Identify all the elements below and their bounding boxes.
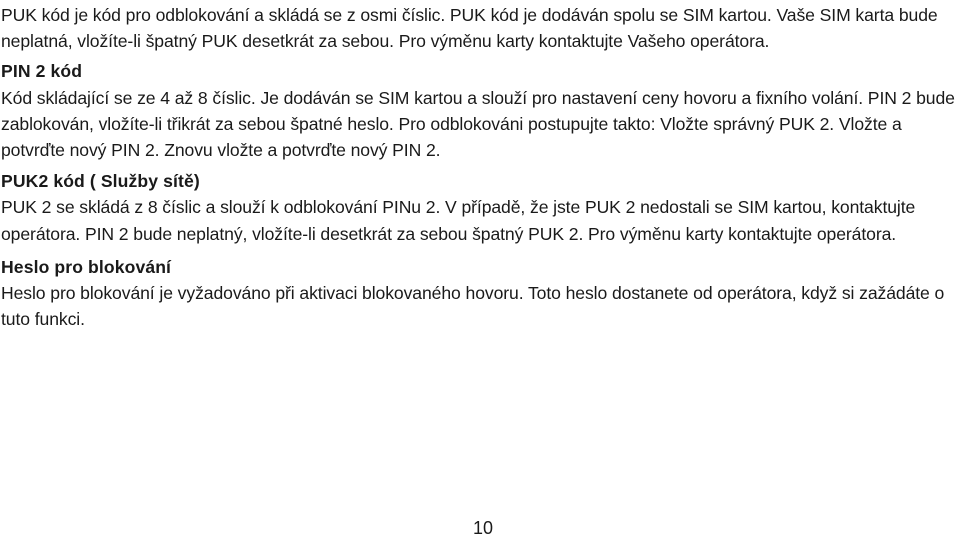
pin2-paragraph: Kód skládající se ze 4 až 8 číslic. Je dodáván se SIM kartou a slouží pro nastavení ceny hovoru a fixního volání. PIN 2 bude zablokován, vložíte-li třikrát za sebou špatné heslo. Pro odblokováni postupujte takto: Vložte správný PUK 2. Vložte a potvrďte nový PIN 2. Znovu vložte a potvrďte nový PIN 2.	[1, 87, 955, 161]
pin2-heading: PIN 2 kód	[1, 61, 83, 82]
puk-paragraph: PUK kód je kód pro odblokování a skládá se z osmi číslic. PUK kód je dodáván spolu se SIM kartou. Vaše SIM karta bude neplatná, vložíte-li špatný PUK desetkrát za sebou. Pro výměnu karty kontaktujte Vašeho operátora.	[1, 5, 938, 52]
page-content	[1, 2, 959, 332]
page-number: 10	[472, 518, 494, 538]
heslo-paragraph: Heslo pro blokování je vyžadováno při aktivaci blokovaného hovoru. Toto heslo dostanete od operátora, když si zažádáte o tuto funkci.	[1, 283, 945, 330]
heslo-heading: Heslo pro blokování	[1, 256, 172, 277]
puk2-paragraph: PUK 2 se skládá z 8 číslic a slouží k odblokování PINu 2. V případě, že jste PUK 2 nedostali se SIM kartou, kontaktujte operátora. PIN 2 bude neplatný, vložíte-li desetkrát za sebou špatný PUK 2. Pro výměnu karty kontaktujte operátora.	[1, 197, 916, 244]
puk2-heading: PUK2 kód ( Služby sítě)	[1, 171, 200, 192]
